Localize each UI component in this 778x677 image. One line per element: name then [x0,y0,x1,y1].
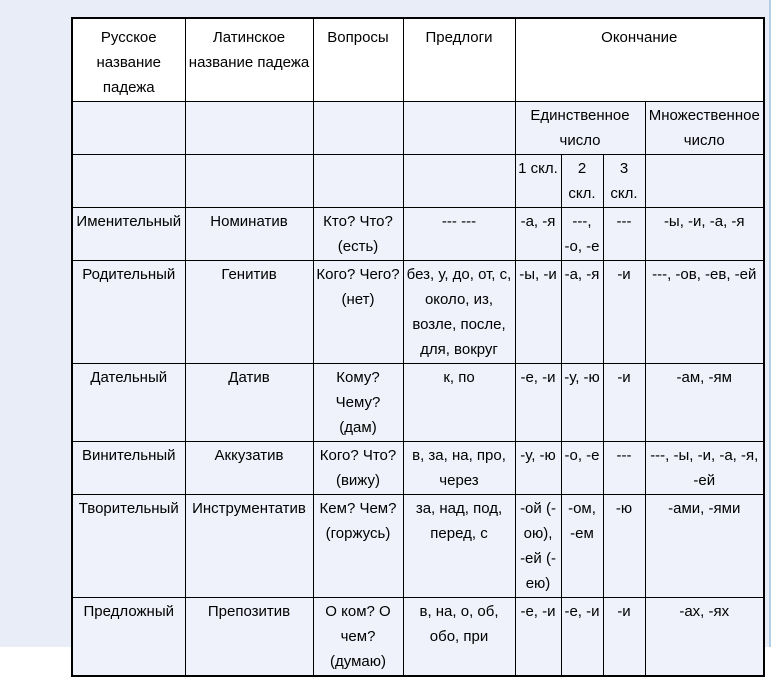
cell-decl3: --- [603,442,645,495]
header-singular: Единственное число [515,102,645,155]
empty-cell [313,155,403,208]
cases-table [71,17,765,677]
cell-plural: -ам, -ям [645,364,764,442]
table-row-accusative [72,442,764,495]
cell-questions: Кто? Что? (есть) [313,208,403,261]
cell-decl3: -и [603,364,645,442]
cell-decl2: -а, -я [561,261,603,364]
cell-decl1: -ы, -и [515,261,561,364]
cell-plural: -ами, -ями [645,495,764,598]
cell-russian-name: Дательный [72,364,185,442]
cell-russian-name: Родительный [72,261,185,364]
cell-decl2: -ом, -ем [561,495,603,598]
cell-questions: Кого? Что? (вижу) [313,442,403,495]
cell-russian-name: Предложный [72,598,185,677]
cell-latin-name: Датив [185,364,313,442]
empty-cell [185,102,313,155]
cell-latin-name: Аккузатив [185,442,313,495]
header-ending: Окончание [515,18,764,102]
header-row-3 [72,155,764,208]
header-questions: Вопросы [313,18,403,102]
header-decl3: 3 скл. [603,155,645,208]
cell-questions: Кому? Чему? (дам) [313,364,403,442]
cell-latin-name: Инструментатив [185,495,313,598]
cell-prepositions: в, за, на, про, через [403,442,515,495]
table-row-dative [72,364,764,442]
cell-decl2: -о, -е [561,442,603,495]
cell-decl1: -е, -и [515,598,561,677]
cell-latin-name: Номинатив [185,208,313,261]
cell-decl2: ---, -о, -е [561,208,603,261]
cell-prepositions: за, над, под, перед, с [403,495,515,598]
cell-latin-name: Генитив [185,261,313,364]
cell-prepositions: к, по [403,364,515,442]
empty-cell [403,155,515,208]
header-decl2: 2 скл. [561,155,603,208]
empty-cell [313,102,403,155]
empty-cell [645,155,764,208]
table-row-prepositional [72,598,764,677]
cell-decl1: -у, -ю [515,442,561,495]
header-row-1 [72,18,764,102]
empty-cell [72,155,185,208]
cell-plural: ---, -ов, -ев, -ей [645,261,764,364]
table-row-instrumental [72,495,764,598]
cell-questions: О ком? О чем? (думаю) [313,598,403,677]
header-latin-name: Латинское название падежа [185,18,313,102]
cell-plural: -ы, -и, -а, -я [645,208,764,261]
cell-decl1: -е, -и [515,364,561,442]
empty-cell [72,102,185,155]
cell-latin-name: Препозитив [185,598,313,677]
table-row-nominative [72,208,764,261]
cell-decl3: -и [603,261,645,364]
cell-decl3: -ю [603,495,645,598]
cell-decl3: -и [603,598,645,677]
cell-questions: Кем? Чем? (горжусь) [313,495,403,598]
cell-questions: Кого? Чего? (нет) [313,261,403,364]
cell-prepositions: в, на, о, об, обо, при [403,598,515,677]
empty-cell [185,155,313,208]
header-russian-name: Русское название падежа [72,18,185,102]
cell-plural: ---, -ы, -и, -а, -я, -ей [645,442,764,495]
cell-russian-name: Творительный [72,495,185,598]
cell-decl1: -а, -я [515,208,561,261]
cell-prepositions: без, у, до, от, с, около, из, возле, после, для, вокруг [403,261,515,364]
empty-cell [403,102,515,155]
cell-decl1: -ой (-ою), -ей (-ею) [515,495,561,598]
cell-decl2: -у, -ю [561,364,603,442]
header-decl1: 1 скл. [515,155,561,208]
header-prepositions: Предлоги [403,18,515,102]
header-plural: Множественное число [645,102,764,155]
table-row-genitive [72,261,764,364]
cell-prepositions: --- --- [403,208,515,261]
cell-decl3: --- [603,208,645,261]
cell-russian-name: Винительный [72,442,185,495]
header-row-2 [72,102,764,155]
cell-decl2: -е, -и [561,598,603,677]
cell-russian-name: Именительный [72,208,185,261]
cell-plural: -ах, -ях [645,598,764,677]
